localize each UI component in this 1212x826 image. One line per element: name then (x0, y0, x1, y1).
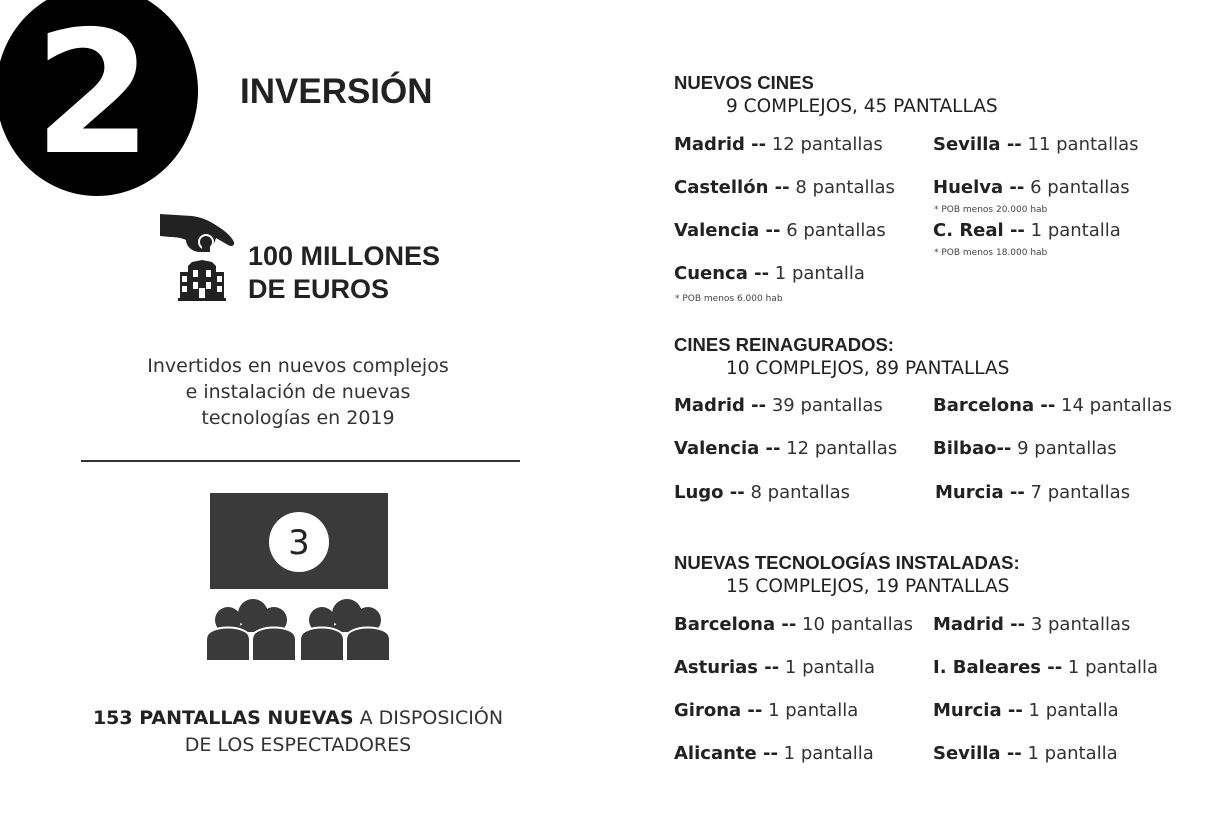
population-note: * POB menos 20.000 hab (934, 205, 1048, 215)
page-title: INVERSIÓN (240, 72, 433, 111)
group-title-reopened-cinemas: CINES REINAGURADOS: (674, 334, 894, 355)
section-number: 2 (33, 0, 153, 193)
city-entry: Murcia -- 7 pantallas (935, 482, 1131, 503)
investment-description (60, 353, 536, 431)
amount-line-1: 100 MILLONES (248, 241, 441, 271)
group-subtitle-reopened-cinemas: 10 COMPLEJOS, 89 PANTALLAS (726, 358, 1010, 379)
city-entry: Lugo -- 8 pantallas (674, 482, 851, 503)
city-entry: Huelva -- 6 pantallas (933, 177, 1130, 198)
city-entry: Alicante -- 1 pantalla (674, 743, 874, 764)
city-entry: I. Baleares -- 1 pantalla (933, 657, 1159, 678)
caption-rest: A DISPOSICIÓN (353, 707, 504, 729)
city-entry: Castellón -- 8 pantallas (674, 177, 895, 198)
amount-line-2: DE EUROS (248, 274, 390, 304)
investment-hand-icon (158, 212, 238, 302)
city-entry: Madrid -- 3 pantallas (933, 614, 1131, 635)
city-entry: Sevilla -- 11 pantallas (933, 134, 1139, 155)
group-subtitle-new-cinemas: 9 COMPLEJOS, 45 PANTALLAS (726, 96, 998, 117)
city-entry: Girona -- 1 pantalla (674, 700, 859, 721)
city-entry: Madrid -- 39 pantallas (674, 395, 883, 416)
group-title-new-cinemas: NUEVOS CINES (674, 72, 814, 93)
city-entry: Valencia -- 12 pantallas (674, 438, 898, 459)
city-entry: Barcelona -- 14 pantallas (933, 395, 1173, 416)
city-entry: C. Real -- 1 pantalla (933, 220, 1121, 241)
city-entry: Bilbao-- 9 pantallas (933, 438, 1117, 459)
city-entry: Sevilla -- 1 pantalla (933, 743, 1118, 764)
description-line: e instalación de nuevas (185, 381, 411, 403)
city-entry: Valencia -- 6 pantallas (674, 220, 886, 241)
description-line: Invertidos en nuevos complejos (147, 355, 449, 377)
group-subtitle-new-technologies: 15 COMPLEJOS, 19 PANTALLAS (726, 576, 1010, 597)
city-entry: Barcelona -- 10 pantallas (674, 614, 914, 635)
new-screens-caption (60, 705, 536, 759)
investment-amount (248, 240, 440, 306)
city-entry: Asturias -- 1 pantalla (674, 657, 876, 678)
group-title-new-technologies: NUEVAS TECNOLOGÍAS INSTALADAS: (674, 552, 1020, 573)
divider (81, 460, 520, 462)
description-line: tecnologías en 2019 (201, 407, 395, 429)
caption-line-2: DE LOS ESPECTADORES (184, 734, 412, 756)
caption-highlight: 153 PANTALLAS NUEVAS (92, 707, 354, 729)
city-entry: Cuenca -- 1 pantalla (674, 263, 865, 284)
population-note: * POB menos 18.000 hab (934, 248, 1048, 258)
population-note: * POB menos 6.000 hab (675, 294, 783, 304)
city-entry: Murcia -- 1 pantalla (933, 700, 1119, 721)
city-entry: Madrid -- 12 pantallas (674, 134, 883, 155)
screen-badge-number: 3 (288, 523, 310, 563)
cinema-audience-icon (205, 492, 395, 664)
section-number-badge (0, 0, 198, 196)
